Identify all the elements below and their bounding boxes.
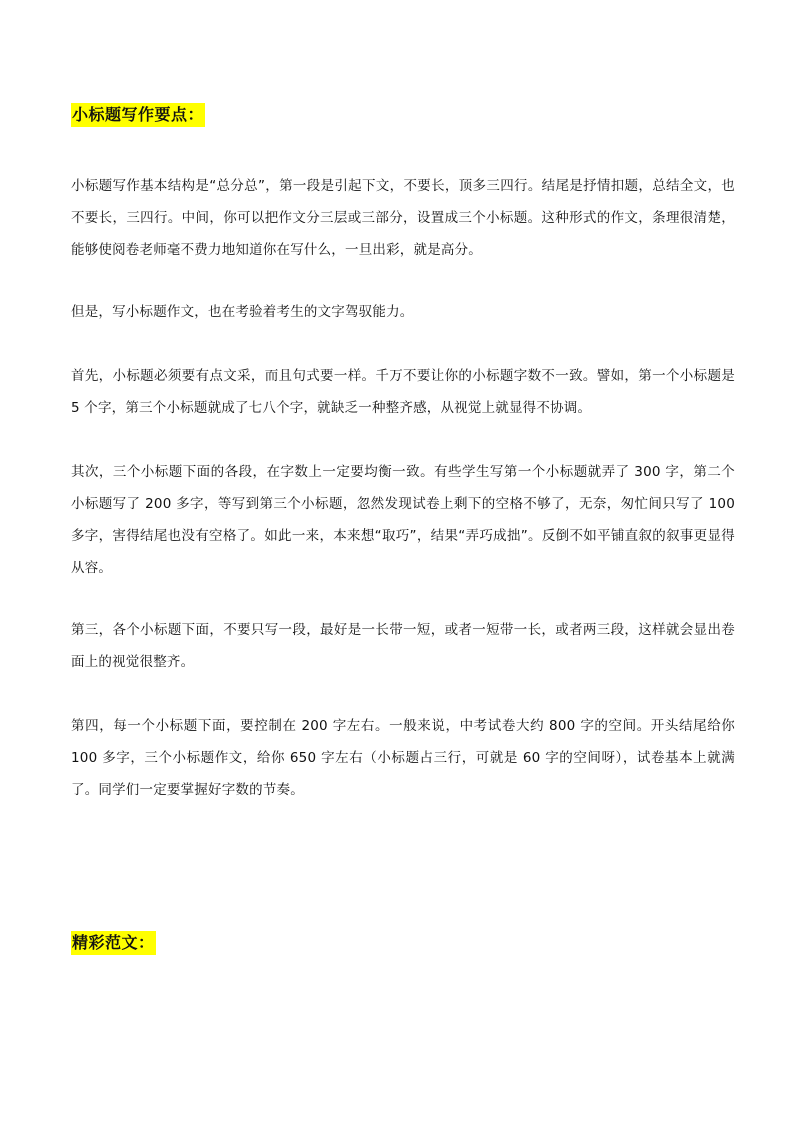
paragraph-fourth-point: 第四，每一个小标题下面，要控制在 200 字左右。一般来说，中考试卷大约 800 字的空间。开头结尾给你 100 多字，三个小标题作文，给你 650 字左右（小标题占三行，可就是 60 字的空间呀），试卷基本上就满了。同学们一定要掌握好字数的节奏。: [71, 718, 735, 798]
paragraph-first-point: 首先，小标题必须要有点文采，而且句式要一样。千万不要让你的小标题字数不一致。譬如，第一个小标题是 5 个字，第三个小标题就成了七八个字，就缺乏一种整齐感，从视觉上就显得不协调。: [71, 368, 735, 416]
paragraph-third-point: 第三，各个小标题下面，不要只写一段，最好是一长带一短，或者一短带一长，或者两三段，这样就会显出卷面上的视觉很整齐。: [71, 622, 735, 670]
section-heading-writing-points: 小标题写作要点：: [71, 103, 205, 127]
paragraph-second-point: 其次，三个小标题下面的各段，在字数上一定要均衡一致。有些学生写第一个小标题就弄了 300 字，第二个小标题写了 200 多字，等写到第三个小标题，忽然发现试卷上剩下的空格不够了，无奈，匆忙间只写了 100 多字，害得结尾也没有空格了。如此一来，本来想“取巧”，结果“弄巧成拙”。反倒不如平铺直叙的叙事更显得从容。: [71, 464, 735, 576]
paragraph-structure: 小标题写作基本结构是“总分总”，第一段是引起下文，不要长，顶多三四行。结尾是抒情扣题，总结全文，也不要长，三四行。中间，你可以把作文分三层或三部分，设置成三个小标题。这种形式的作文，条理很清楚，能够使阅卷老师毫不费力地知道你在写什么，一旦出彩，就是高分。: [71, 178, 735, 258]
paragraph-language-ability: 但是，写小标题作文，也在考验着考生的文字驾驭能力。: [71, 304, 414, 320]
section-heading-sample-essay: 精彩范文：: [71, 931, 156, 955]
